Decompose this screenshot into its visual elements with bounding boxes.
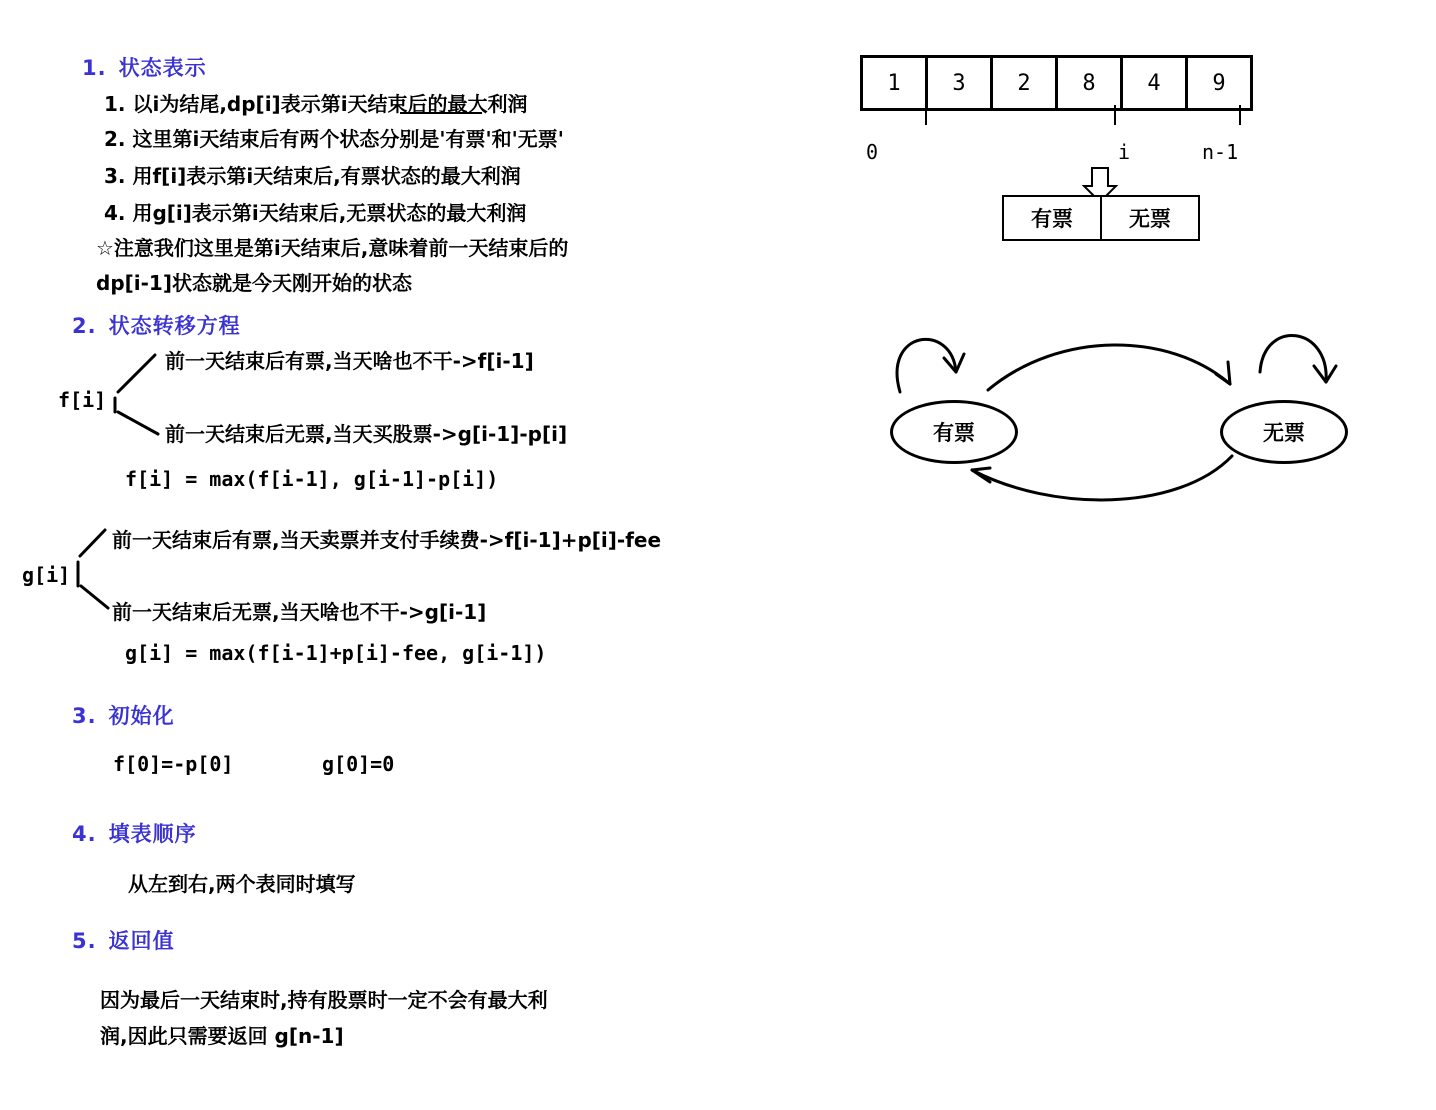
section-4-heading xyxy=(72,818,197,848)
state-node-have: 有票 xyxy=(890,400,1018,464)
g-branch-2: 前一天结束后无票,当天啥也不干->g[i-1] xyxy=(112,600,487,624)
array-index-i: i xyxy=(1118,140,1131,164)
array-cell: 9 xyxy=(1212,70,1226,96)
diagram-column xyxy=(860,0,1436,1110)
section-5-title: 返回值 xyxy=(108,929,175,953)
section-2-title: 状态转移方程 xyxy=(108,314,241,338)
section-3-heading xyxy=(72,700,175,730)
section-2-number: 2. xyxy=(72,314,97,338)
section-1-number: 1. xyxy=(82,56,107,80)
init-g: g[0]=0 xyxy=(322,752,395,776)
state-node-none: 无票 xyxy=(1220,400,1348,464)
section-4-line-1: 从左到右,两个表同时填写 xyxy=(128,872,356,896)
array-cell: 4 xyxy=(1123,58,1188,108)
state-have-label: 有票 xyxy=(1004,197,1102,239)
f-branch-1: 前一天结束后有票,当天啥也不干->f[i-1] xyxy=(165,349,534,373)
section-1-line-2: 2. 这里第i天结束后有两个状态分别是'有票'和'无票' xyxy=(104,127,564,151)
state-machine-arrows xyxy=(860,0,1436,1110)
g-branch-1: 前一天结束后有票,当天卖票并支付手续费->f[i-1]+p[i]-fee xyxy=(112,528,662,552)
array-index-end: n-1 xyxy=(1202,140,1239,164)
array-cell: 2 xyxy=(993,58,1058,108)
section-1-line-3: 3. 用f[i]表示第i天结束后,有票状态的最大利润 xyxy=(104,164,521,188)
section-1-line-1: 1. 以i为结尾,dp[i]表示第i天结束后的最大利润 xyxy=(104,92,528,116)
section-4-title: 填表顺序 xyxy=(108,822,197,846)
section-1-note-2: dp[i-1]状态就是今天刚开始的状态 xyxy=(96,271,412,295)
section-4-number: 4. xyxy=(72,822,97,846)
f-branch-2: 前一天结束后无票,当天买股票->g[i-1]-p[i] xyxy=(165,422,568,446)
g-formula: g[i] = max(f[i-1]+p[i]-fee, g[i-1]) xyxy=(125,641,547,665)
section-5-heading xyxy=(72,925,175,955)
array-index-start: 0 xyxy=(866,140,879,164)
f-formula: f[i] = max(f[i-1], g[i-1]-p[i]) xyxy=(125,467,499,491)
section-1-line-4: 4. 用g[i]表示第i天结束后,无票状态的最大利润 xyxy=(104,201,527,225)
g-label: g[i] xyxy=(22,563,71,587)
section-1-note-1: ☆注意我们这里是第i天结束后,意味着前一天结束后的 xyxy=(96,236,569,260)
section-1-title: 状态表示 xyxy=(118,56,207,80)
array-cell: 3 xyxy=(928,58,993,108)
array-cell: 1 xyxy=(863,58,928,108)
section-3-number: 3. xyxy=(72,704,97,728)
section-5-number: 5. xyxy=(72,929,97,953)
section-3-title: 初始化 xyxy=(108,704,175,728)
section-5-line-2: 润,因此只需要返回 g[n-1] xyxy=(100,1024,344,1048)
state-none-label: 无票 xyxy=(1129,207,1171,231)
f-label: f[i] xyxy=(58,388,107,412)
array-cell: 8 xyxy=(1058,58,1123,108)
section-5-line-1: 因为最后一天结束时,持有股票时一定不会有最大利 xyxy=(100,988,548,1012)
init-f: f[0]=-p[0] xyxy=(113,752,234,776)
